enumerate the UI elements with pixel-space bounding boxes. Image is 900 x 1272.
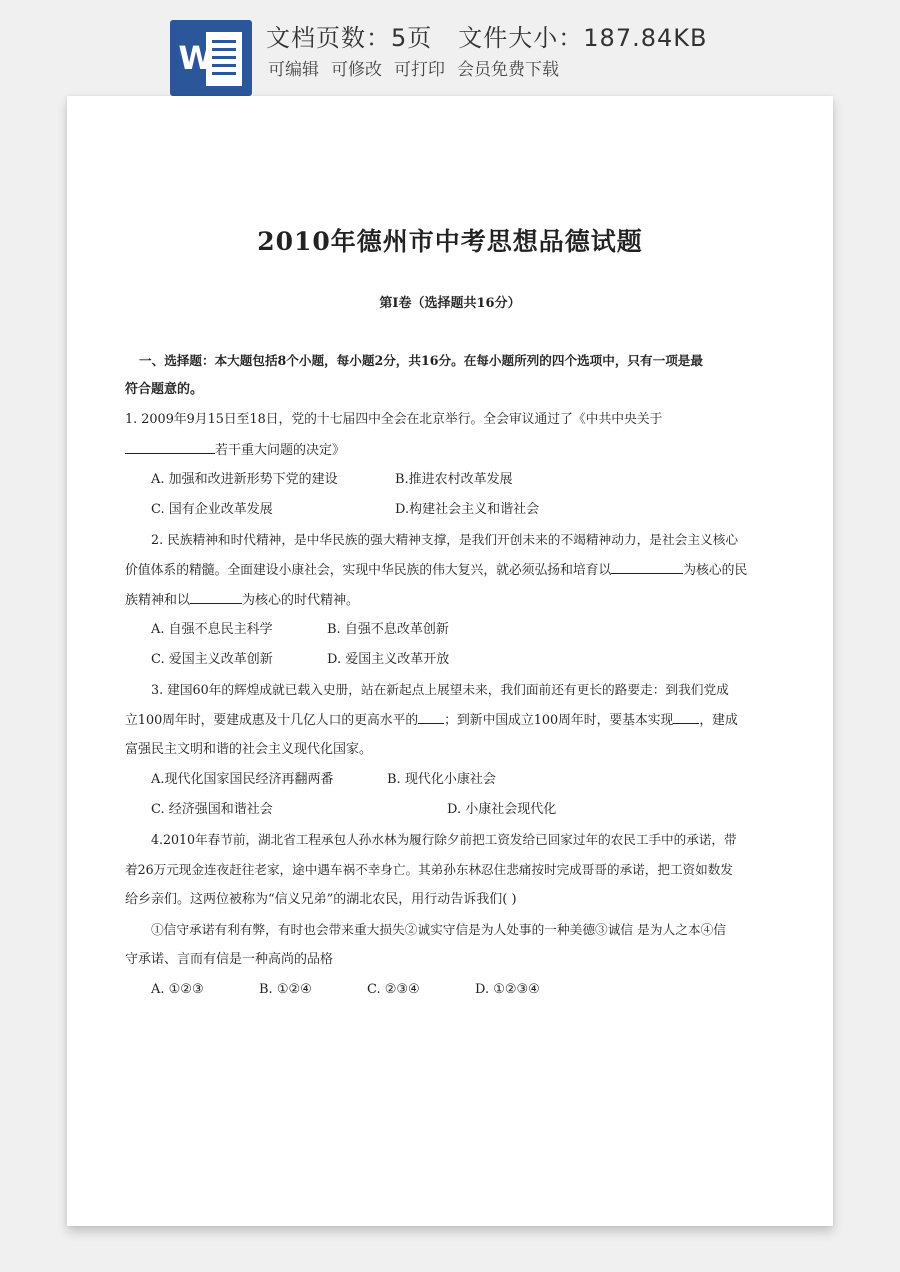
answer-blank xyxy=(125,441,215,454)
feature-editable: 可编辑 xyxy=(268,60,319,80)
q3-option-c: C. 经济强国和谐社会 xyxy=(151,802,273,817)
q2-option-b: B. 自强不息改革创新 xyxy=(327,622,449,637)
q2-stem-line-1: 2. 民族精神和时代精神，是中华民族的强大精神支撑，是我们开创未来的不竭精神动力，是社会主义核心 xyxy=(151,532,739,547)
q3-stem-line-3: 富强民主文明和谐的社会主义现代化国家。 xyxy=(125,742,373,757)
q2-option-d: D. 爱国主义改革开放 xyxy=(327,652,450,667)
q4-statement-line-1: ①信守承诺有利有弊，有时也会带来重大损失②诚实守信是为人处事的一种美德③诚信 是为人之本④信 xyxy=(151,922,726,937)
file-size: 文件大小：187.84KB xyxy=(458,24,708,52)
q1-stem-line-2: 若干重大问题的决定》 xyxy=(125,441,345,460)
q3-stem-line-1: 3. 建国60年的辉煌成就已载入史册，站在新起点上展望未来，我们面前还有更长的路要走：到我们党成 xyxy=(151,682,729,697)
instructions-line-1: 一、选择题：本大题包括8个小题，每小题2分，共16分。在每小题所列的四个选项中，只有一项是最 xyxy=(139,353,703,368)
q1-option-b: B.推进农村改革发展 xyxy=(395,472,513,487)
q2-stem-line-3: 族精神和以 为核心的时代精神。 xyxy=(125,593,360,608)
document-page xyxy=(67,96,833,1226)
q4-option-a: A. ①②③ xyxy=(151,982,204,997)
q4-option-d: D. ①②③④ xyxy=(475,982,540,997)
q4-statement-line-2: 守承诺、言而有信是一种高尚的品格 xyxy=(125,952,334,967)
answer-blank xyxy=(673,711,699,724)
q2-option-a: A. 自强不息民主科学 xyxy=(151,622,273,637)
feature-member-download: 会员免费下载 xyxy=(457,60,559,80)
q4-option-b: B. ①②④ xyxy=(259,982,312,997)
download-banner xyxy=(0,0,900,96)
answer-blank xyxy=(190,591,242,604)
page-count: 文档页数：5页 xyxy=(266,24,433,52)
q3-stem-line-2: 立100周年时，要建成惠及十几亿人口的更高水平的 ；到新中国成立100周年时，要基本实现 ，建成 xyxy=(125,713,738,728)
q1-option-c: C. 国有企业改革发展 xyxy=(151,502,273,517)
q2-stem-line-2: 价值体系的精髓。全面建设小康社会，实现中华民族的伟大复兴，就必须弘扬和培育以 为核心的民 xyxy=(125,563,748,578)
q1-option-a: A. 加强和改进新形势下党的建设 xyxy=(151,472,338,487)
answer-blank xyxy=(418,711,444,724)
q2-option-c: C. 爱国主义改革创新 xyxy=(151,652,273,667)
document-title: 2010年德州市中考思想品德试题 xyxy=(257,227,643,256)
banner-file-info xyxy=(266,18,707,53)
q4-option-c: C. ②③④ xyxy=(367,982,420,997)
q4-stem-line-1: 4.2010年春节前，湖北省工程承包人孙水林为履行除夕前把工资发给已回家过年的农民工手中的承诺，带 xyxy=(151,832,737,847)
feature-modifiable: 可修改 xyxy=(331,60,382,80)
q3-option-b: B. 现代化小康社会 xyxy=(387,772,496,787)
feature-printable: 可打印 xyxy=(394,60,445,80)
q1-option-d: D.构建社会主义和谐社会 xyxy=(395,502,540,517)
q3-option-d: D. 小康社会现代化 xyxy=(447,802,557,817)
q4-stem-line-3: 给乡亲们。这两位被称为“信义兄弟”的湖北农民，用行动告诉我们( ) xyxy=(125,892,517,907)
q1-stem-line-1: 1. 2009年9月15日至18日，党的十七届四中全会在北京举行。全会审议通过了《中共中央关于 xyxy=(125,412,663,427)
q3-option-a: A.现代化国家国民经济再翻两番 xyxy=(151,772,334,787)
instructions-line-2: 符合题意的。 xyxy=(125,382,204,397)
banner-features xyxy=(268,55,571,80)
answer-blank xyxy=(611,561,683,574)
section-heading: 第Ⅰ卷（选择题共16分） xyxy=(379,296,521,311)
word-document-icon: W xyxy=(170,20,252,96)
q4-stem-line-2: 着26万元现金连夜赶往老家，途中遇车祸不幸身亡。其弟孙东林忍住悲痛按时完成哥哥的承诺，把工资如数发 xyxy=(125,862,733,877)
